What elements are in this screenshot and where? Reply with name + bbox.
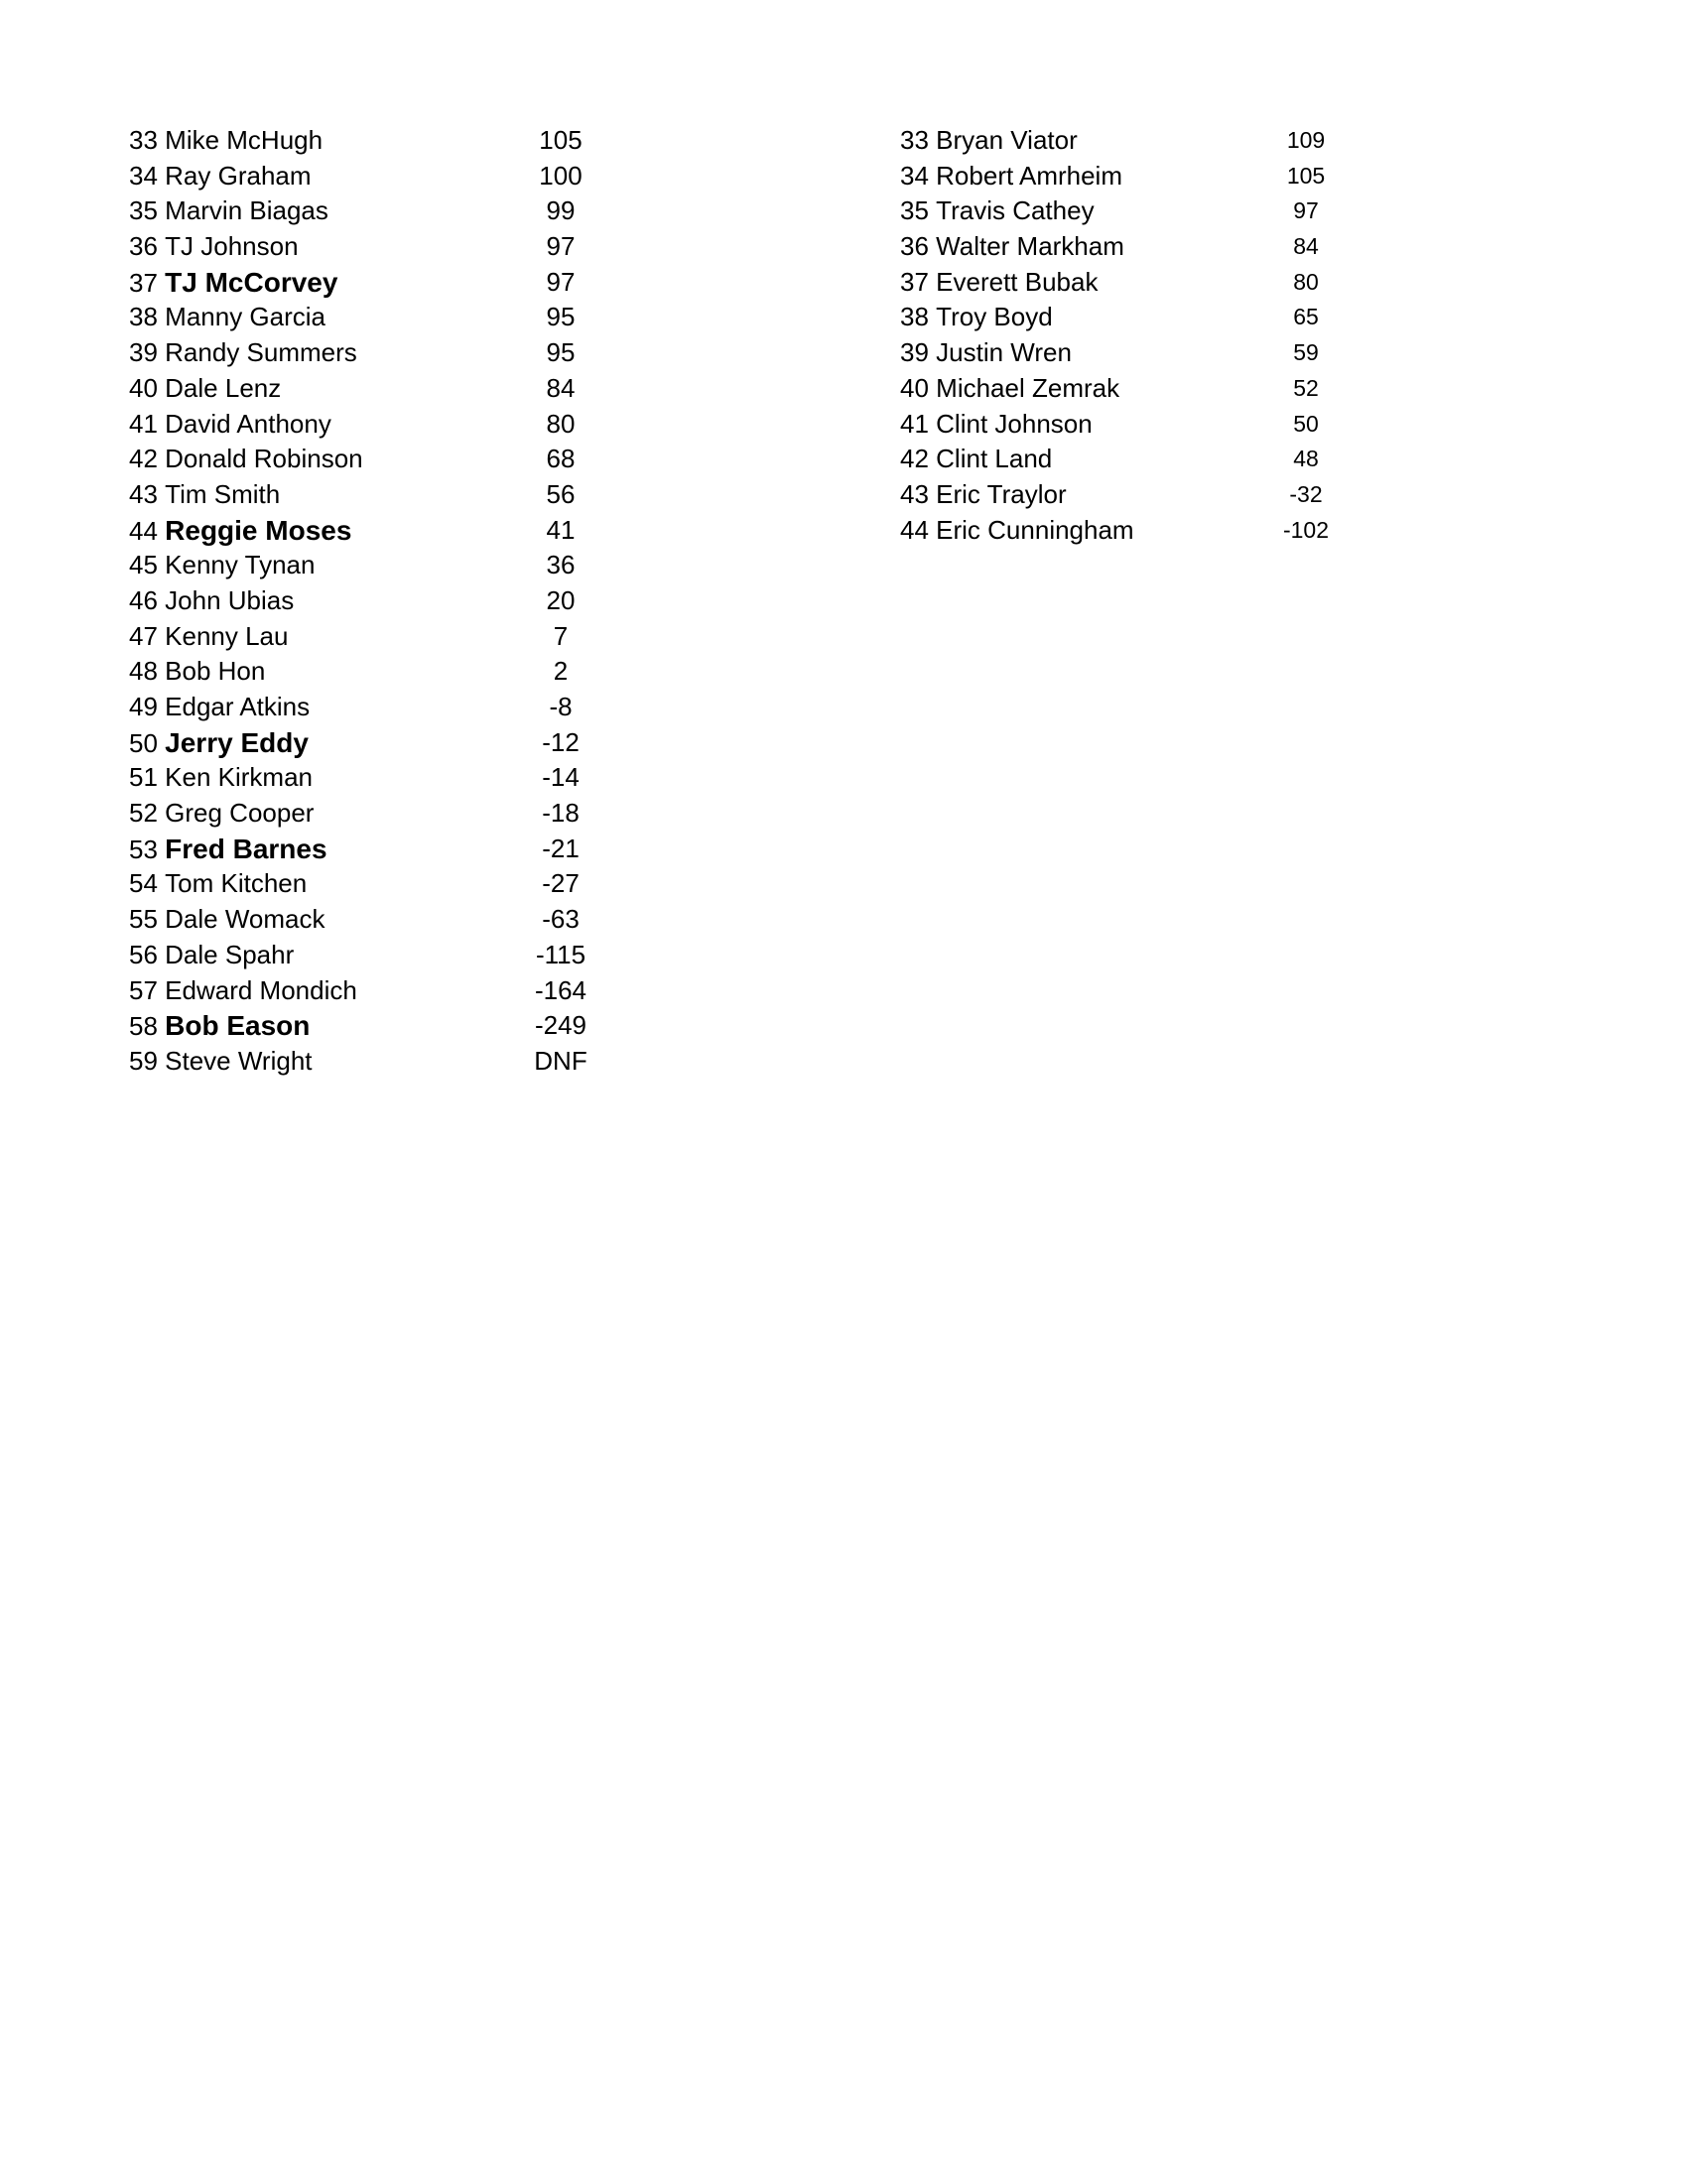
standings-row (129, 407, 576, 443)
standings-row (900, 193, 1319, 229)
row-player-name: TJ McCorvey (165, 266, 338, 298)
row-player-name: Manny Garcia (165, 302, 325, 332)
row-rank: 45 (129, 550, 158, 580)
row-player-name: Kenny Tynan (165, 550, 316, 580)
row-rank: 41 (900, 408, 929, 439)
standings-row (129, 796, 580, 832)
row-rank: 38 (900, 302, 929, 332)
row-player-name: Dale Spahr (165, 939, 295, 969)
standings-row (129, 442, 576, 477)
row-rank: 48 (129, 656, 158, 687)
row-player-name: Michael Zemrak (936, 372, 1120, 403)
standings-row (900, 371, 1319, 407)
row-rank: 56 (129, 939, 158, 969)
row-player-name: Jerry Eddy (165, 726, 309, 758)
standings-row (900, 335, 1319, 371)
standings-row (129, 193, 576, 229)
row-rank: 44 (900, 514, 929, 545)
row-score: 59 (1293, 339, 1319, 366)
standings-row (129, 159, 583, 194)
row-player-name: TJ Johnson (165, 231, 299, 262)
row-player-name: John Ubias (165, 584, 295, 615)
row-rank: 49 (129, 692, 158, 721)
row-rank: 59 (129, 1045, 158, 1076)
row-player-name: Everett Bubak (936, 266, 1099, 297)
row-score: -27 (542, 868, 580, 899)
row-player-name: Marvin Biagas (165, 195, 328, 226)
row-player-name: Troy Boyd (936, 302, 1053, 332)
standings-row (129, 938, 586, 973)
row-rank: 43 (900, 478, 929, 509)
row-score: 20 (546, 584, 576, 615)
row-player-name: Fred Barnes (165, 833, 327, 864)
row-score: -32 (1289, 480, 1323, 507)
standings-row (129, 371, 576, 407)
row-score: 97 (1293, 197, 1319, 224)
row-rank: 51 (129, 762, 158, 793)
standings-row (129, 832, 580, 867)
row-rank: 53 (129, 834, 158, 864)
row-player-name: Dale Womack (165, 904, 325, 935)
standings-row (129, 760, 580, 796)
row-score: -164 (534, 974, 587, 1005)
row-score: 97 (546, 231, 576, 262)
row-score: 95 (546, 302, 576, 332)
standings-row (129, 619, 569, 655)
row-rank: 44 (129, 515, 158, 546)
row-score: 68 (546, 444, 576, 474)
row-score: -14 (542, 762, 580, 793)
row-rank: 50 (129, 727, 158, 758)
standings-row (129, 335, 576, 371)
row-player-name: Clint Johnson (936, 408, 1093, 439)
row-player-name: Eric Cunningham (936, 514, 1134, 545)
row-score: 7 (553, 620, 569, 651)
row-score: 99 (546, 195, 576, 226)
row-score: 52 (1293, 374, 1319, 401)
row-player-name: Randy Summers (165, 337, 357, 368)
row-player-name: Donald Robinson (165, 444, 363, 474)
row-score: 48 (1293, 446, 1319, 472)
row-score: 84 (1293, 233, 1319, 260)
row-player-name: Dale Lenz (165, 372, 282, 403)
row-score: 100 (539, 160, 583, 191)
row-player-name: Tom Kitchen (165, 868, 308, 899)
row-player-name: Greg Cooper (165, 798, 315, 829)
standings-row (900, 229, 1319, 265)
row-player-name: Reggie Moses (165, 514, 352, 546)
row-score: 50 (1293, 410, 1319, 437)
row-score: -18 (542, 798, 580, 829)
standings-row (900, 159, 1326, 194)
right-standings-list (900, 123, 1330, 548)
row-score: 105 (539, 125, 583, 155)
standings-row (129, 300, 576, 335)
row-rank: 39 (900, 337, 929, 368)
row-rank: 40 (900, 372, 929, 403)
row-score: 36 (546, 550, 576, 580)
row-score: 109 (1286, 127, 1326, 153)
standings-row (129, 866, 580, 902)
row-rank: 47 (129, 620, 158, 651)
standings-row (129, 265, 576, 301)
row-player-name: Travis Cathey (936, 195, 1095, 226)
row-rank: 41 (129, 408, 158, 439)
row-player-name: Edgar Atkins (165, 692, 311, 721)
row-player-name: Steve Wright (165, 1045, 313, 1076)
row-score: 80 (546, 408, 576, 439)
row-player-name: Bryan Viator (936, 125, 1078, 155)
row-player-name: Ken Kirkman (165, 762, 313, 793)
row-rank: 52 (129, 798, 158, 829)
standings-row (129, 725, 580, 761)
standings-row (129, 229, 576, 265)
row-rank: 42 (129, 444, 158, 474)
row-player-name: Tim Smith (165, 478, 281, 509)
row-player-name: Kenny Lau (165, 620, 289, 651)
row-player-name: Bob Eason (165, 1010, 311, 1042)
row-rank: 38 (129, 302, 158, 332)
row-score: -12 (542, 726, 580, 757)
row-rank: 33 (129, 125, 158, 155)
row-player-name: Clint Land (936, 444, 1053, 474)
row-rank: 36 (129, 231, 158, 262)
row-score: 2 (553, 656, 569, 687)
standings-row (900, 123, 1326, 159)
row-score: 105 (1286, 162, 1326, 189)
standings-row (900, 442, 1319, 477)
row-score: 97 (546, 266, 576, 297)
row-player-name: Ray Graham (165, 160, 312, 191)
row-rank: 58 (129, 1011, 158, 1042)
row-rank: 39 (129, 337, 158, 368)
row-rank: 34 (129, 160, 158, 191)
standings-row (129, 477, 576, 513)
row-score: -21 (542, 833, 580, 863)
standings-row (129, 973, 587, 1009)
standings-row (129, 1008, 587, 1044)
row-score: -115 (535, 939, 586, 969)
row-rank: 42 (900, 444, 929, 474)
standings-row (129, 690, 573, 725)
row-score: 84 (546, 372, 576, 403)
row-rank: 40 (129, 372, 158, 403)
standings-row (129, 548, 576, 583)
row-rank: 37 (900, 266, 929, 297)
row-rank: 46 (129, 584, 158, 615)
standings-row (900, 407, 1319, 443)
row-score: 80 (1293, 268, 1319, 295)
row-score: 56 (546, 478, 576, 509)
left-standings-list (129, 123, 587, 1080)
standings-row (129, 123, 583, 159)
row-rank: 55 (129, 904, 158, 935)
row-score: 95 (546, 337, 576, 368)
standings-row (129, 654, 569, 690)
row-player-name: Bob Hon (165, 656, 266, 687)
row-player-name: Walter Markham (936, 231, 1124, 262)
row-player-name: Edward Mondich (165, 974, 357, 1005)
standings-row (900, 513, 1330, 549)
row-score: -102 (1282, 516, 1330, 543)
standings-row (900, 477, 1323, 513)
row-rank: 35 (900, 195, 929, 226)
row-score: -63 (542, 904, 580, 935)
standings-row (900, 265, 1319, 301)
row-player-name: Justin Wren (936, 337, 1072, 368)
standings-row (129, 902, 580, 938)
row-rank: 43 (129, 478, 158, 509)
row-score: -8 (549, 692, 573, 721)
standings-row (129, 513, 576, 549)
row-score: DNF (534, 1045, 587, 1076)
row-player-name: David Anthony (165, 408, 331, 439)
row-player-name: Mike McHugh (165, 125, 324, 155)
row-rank: 57 (129, 974, 158, 1005)
standings-row (900, 300, 1319, 335)
row-rank: 54 (129, 868, 158, 899)
row-score: -249 (534, 1010, 587, 1041)
row-rank: 36 (900, 231, 929, 262)
row-score: 41 (546, 514, 576, 545)
standings-row (129, 583, 576, 619)
row-score: 65 (1293, 304, 1319, 330)
standings-row (129, 1044, 587, 1080)
row-rank: 33 (900, 125, 929, 155)
row-rank: 35 (129, 195, 158, 226)
row-player-name: Eric Traylor (936, 478, 1067, 509)
row-player-name: Robert Amrheim (936, 160, 1122, 191)
row-rank: 34 (900, 160, 929, 191)
row-rank: 37 (129, 267, 158, 298)
